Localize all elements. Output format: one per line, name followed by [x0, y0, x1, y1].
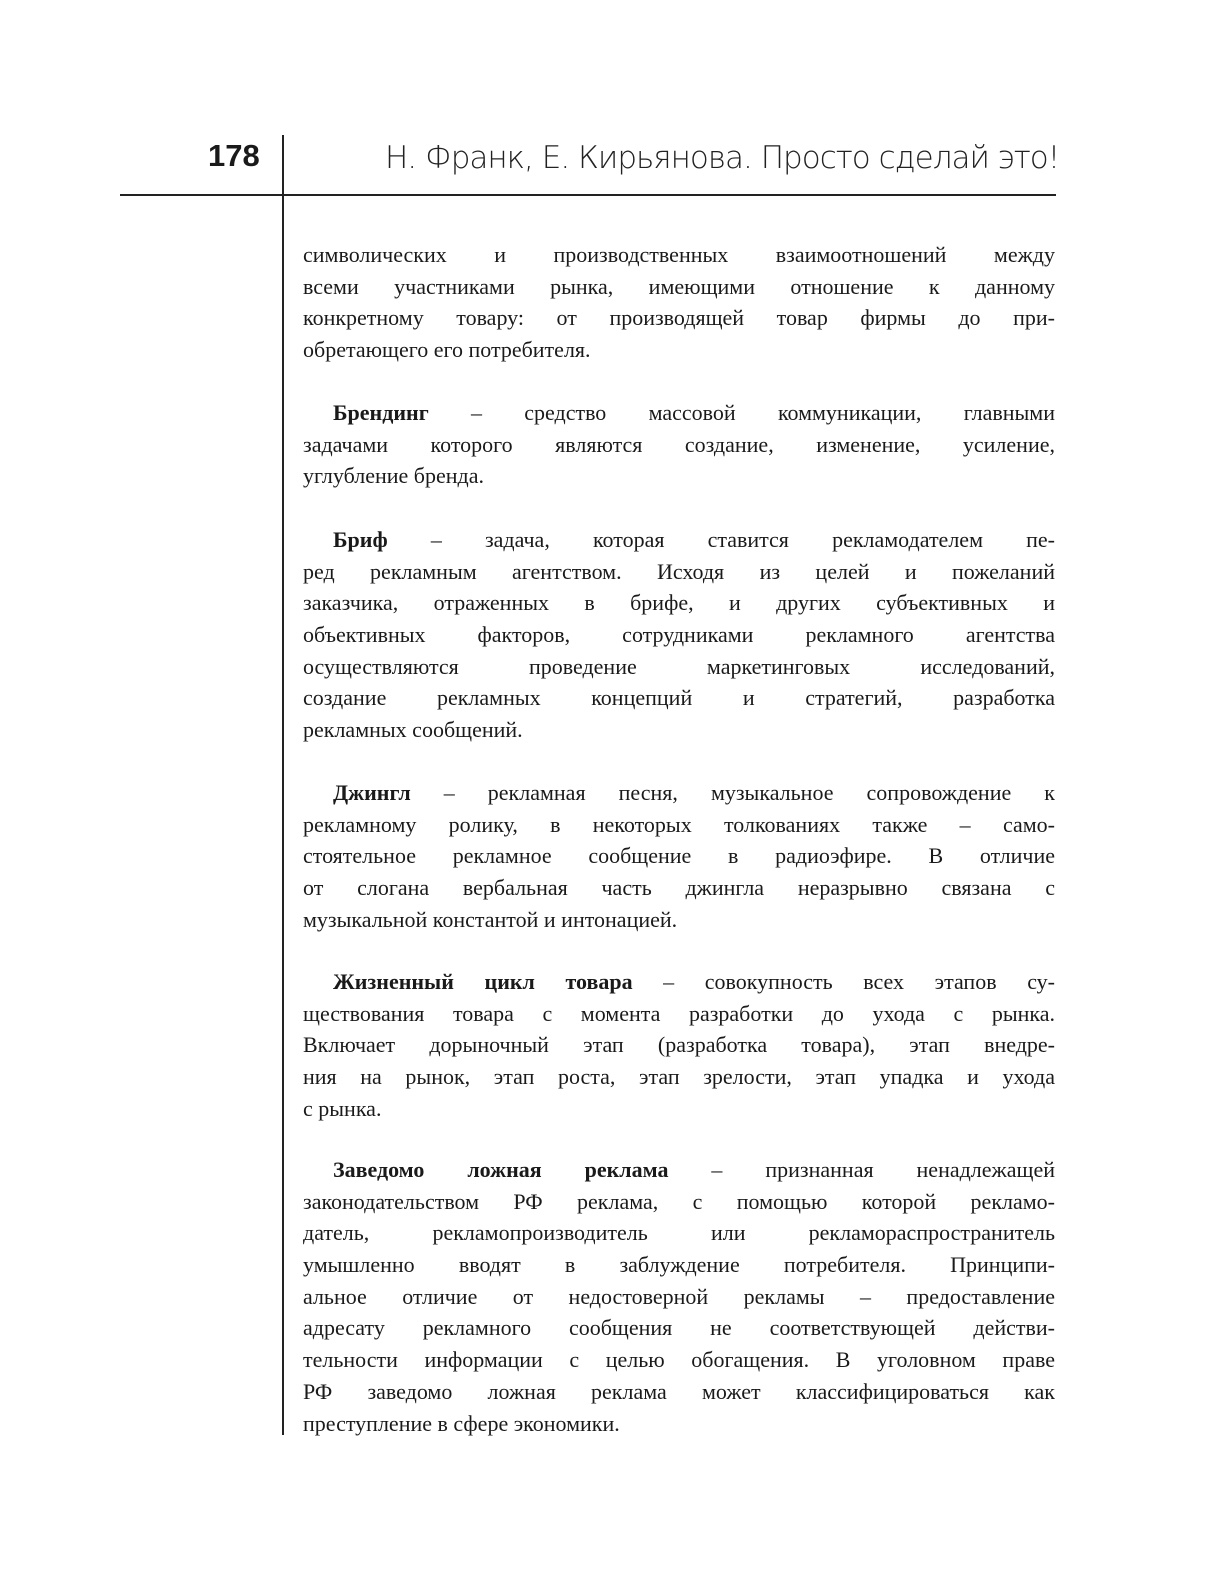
glossary-entry	[303, 966, 1055, 1124]
glossary-entry	[303, 777, 1055, 935]
glossary-entry	[303, 397, 1055, 492]
definition-text: – задача, которая ставится рекламодателем пе-	[387, 527, 1055, 552]
continued-paragraph	[303, 239, 1055, 366]
text-line: заказчика, отраженных в брифе, и других субъективных и	[303, 590, 1055, 616]
glossary-term: Бриф	[333, 527, 388, 552]
text-line: адресату рекламного сообщения не соответствующей действи-	[303, 1315, 1055, 1341]
text-line: углубление бренда.	[303, 463, 484, 489]
glossary-term: Жизненный цикл товара	[333, 969, 633, 994]
header-vertical-rule	[282, 135, 284, 1435]
definition-text: – рекламная песня, музыкальное сопровождение к	[410, 780, 1055, 805]
text-line: Включает дорыночный этап (разработка товара), этап внедре-	[303, 1032, 1055, 1058]
text-line: ред рекламным агентством. Исходя из целей и пожеланий	[303, 558, 1055, 584]
page-number: 178	[208, 138, 260, 173]
text-line	[303, 397, 1055, 429]
text-line	[303, 966, 1055, 998]
text-line: символических и производственных взаимоотношений между	[303, 242, 1055, 267]
text-line: создание рекламных концепций и стратегий, разработка	[303, 685, 1055, 711]
text-line: законодательством РФ реклама, с помощью которой рекламо-	[303, 1188, 1055, 1214]
text-line: тельности информации с целью обогащения. В уголовном праве	[303, 1347, 1055, 1373]
text-line: ния на рынок, этап роста, этап зрелости, этап упадка и ухода	[303, 1064, 1055, 1090]
text-line	[303, 1154, 1055, 1186]
text-line: конкретному товару: от производящей товар фирмы до при-	[303, 305, 1055, 331]
glossary-term: Заведомо ложная реклама	[333, 1157, 669, 1182]
text-line: осуществляются проведение маркетинговых исследований,	[303, 653, 1055, 679]
text-line: ществования товара с момента разработки до ухода с рынка.	[303, 1000, 1055, 1026]
text-line: датель, рекламопроизводитель или рекламораспространитель	[303, 1220, 1055, 1246]
text-line: рекламных сообщений.	[303, 717, 523, 743]
text-line: с рынка.	[303, 1095, 382, 1121]
text-line	[303, 524, 1055, 556]
glossary-entry	[303, 1154, 1055, 1439]
text-line: рекламному ролику, в некоторых толкованиях также – само-	[303, 811, 1055, 837]
text-line: музыкальной константой и интонацией.	[303, 906, 678, 932]
text-line: альное отличие от недостоверной рекламы – предоставление	[303, 1283, 1055, 1309]
text-line: задачами которого являются создание, изменение, усиление,	[303, 431, 1055, 457]
glossary-entry	[303, 524, 1055, 746]
definition-text: – средство массовой коммуникации, главными	[428, 400, 1055, 425]
text-line: РФ заведомо ложная реклама может классифицироваться как	[303, 1378, 1055, 1404]
text-line: объективных факторов, сотрудниками рекламного агентства	[303, 622, 1055, 648]
text-line: стоятельное рекламное сообщение в радиоэфире. В отличие	[303, 843, 1055, 869]
text-line: всеми участниками рынка, имеющими отношение к данному	[303, 273, 1055, 299]
glossary-term: Джингл	[333, 780, 411, 805]
definition-text: – совокупность всех этапов су-	[632, 969, 1055, 994]
glossary-term: Брендинг	[333, 400, 429, 425]
text-line: преступление в сфере экономики.	[303, 1410, 620, 1436]
text-line: умышленно вводят в заблуждение потребителя. Принципи-	[303, 1252, 1055, 1278]
text-line: обретающего его потребителя.	[303, 337, 591, 363]
text-line	[303, 777, 1055, 809]
header-horizontal-rule	[120, 194, 1056, 196]
running-header-title: Н. Франк, Е. Кирьянова. Просто сделай это!	[385, 140, 1060, 176]
definition-text: – признанная ненадлежащей	[668, 1157, 1055, 1182]
text-line: от слогана вербальная часть джингла неразрывно связана с	[303, 875, 1055, 901]
